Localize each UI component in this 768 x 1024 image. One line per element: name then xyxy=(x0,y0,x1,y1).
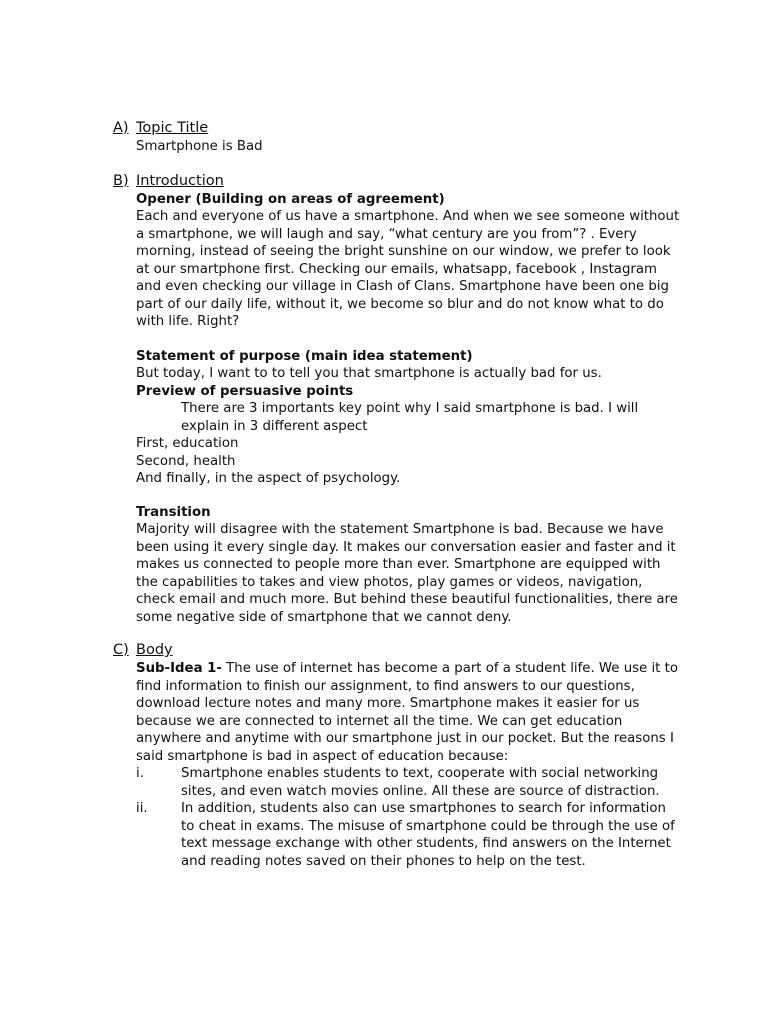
list-marker: ii. xyxy=(136,801,148,816)
list-item xyxy=(136,800,683,870)
sub-idea-1-title: Sub-Idea 1- xyxy=(136,661,222,676)
preview-title: Preview of persuasive points xyxy=(136,383,354,399)
section-c-heading xyxy=(113,641,683,660)
list-item-text: In addition, students also can use smartphones to search for information to cheat in exams. The misuse of smartphone could be through the use of text message exchange with other students, find answers on the Internet and reading notes saved on their phones to help on the test. xyxy=(181,801,675,869)
list-item xyxy=(136,765,683,800)
section-a-number: A) xyxy=(113,120,129,136)
opener-title: Opener (Building on areas of agreement) xyxy=(136,191,445,207)
section-a-label: Topic Title xyxy=(136,120,209,136)
section-c-label: Body xyxy=(136,642,173,658)
list-item-text: Smartphone enables students to text, cooperate with social networking sites, and even watch movies online. All these are source of distraction. xyxy=(181,766,660,799)
introduction-block xyxy=(136,191,683,627)
preview-text: There are 3 importants key point why I said smartphone is bad. I will explain in 3 different aspect xyxy=(181,401,639,434)
section-b-label: Introduction xyxy=(136,172,224,189)
preview-point-2: Second, health xyxy=(136,453,236,469)
transition-title: Transition xyxy=(136,504,211,520)
opener-text: Each and everyone of us have a smartphone. And when we see someone without a smartphone, we will laugh and say, “what century are you from”? . Every morning, instead of seeing the bright sunshine on our window, we prefer to look at our smartphone first. Checking our emails, whatsapp, facebook , Instagram and even checking our village in Clash of Clans. Smartphone have been one big part of our daily life, without it, we become so blur and do not know what to do with life. Right? xyxy=(136,209,680,329)
section-b-number: B) xyxy=(113,172,129,189)
list-marker: i. xyxy=(136,766,144,781)
section-c-number: C) xyxy=(113,642,129,658)
preview-point-1: First, education xyxy=(136,436,239,451)
preview-point-3: And finally, in the aspect of psychology. xyxy=(136,471,401,486)
body-block xyxy=(136,660,683,870)
section-b-heading xyxy=(113,172,683,191)
sub-idea-1-text: The use of internet has become a part of a student life. We use it to find information to finish our assignment, to find answers to our questions, download lecture notes and many more. Smartphone makes it easier for us because we are connected to internet all the time. We can get education anywhere and anytime with our smartphone just in our pocket. But the reasons I said smartphone is bad in aspect of education because: xyxy=(136,661,678,764)
sub-idea-1-paragraph xyxy=(136,660,683,765)
section-a-heading xyxy=(113,119,683,138)
purpose-text: But today, I want to to tell you that smartphone is actually bad for us. xyxy=(136,366,602,381)
transition-text: Majority will disagree with the statement Smartphone is bad. Because we have been using it every single day. It makes our conversation easier and faster and it makes us connected to people more than ever. Smartphone are equipped with the capabilities to takes and view photos, play games or videos, navigation, check email and much more. But behind these beautiful functionalities, there are some negative side of smartphone that we cannot deny. xyxy=(136,522,678,625)
purpose-title: Statement of purpose (main idea statement) xyxy=(136,348,473,364)
topic-title-text: Smartphone is Bad xyxy=(136,139,263,154)
document-content xyxy=(113,119,683,870)
